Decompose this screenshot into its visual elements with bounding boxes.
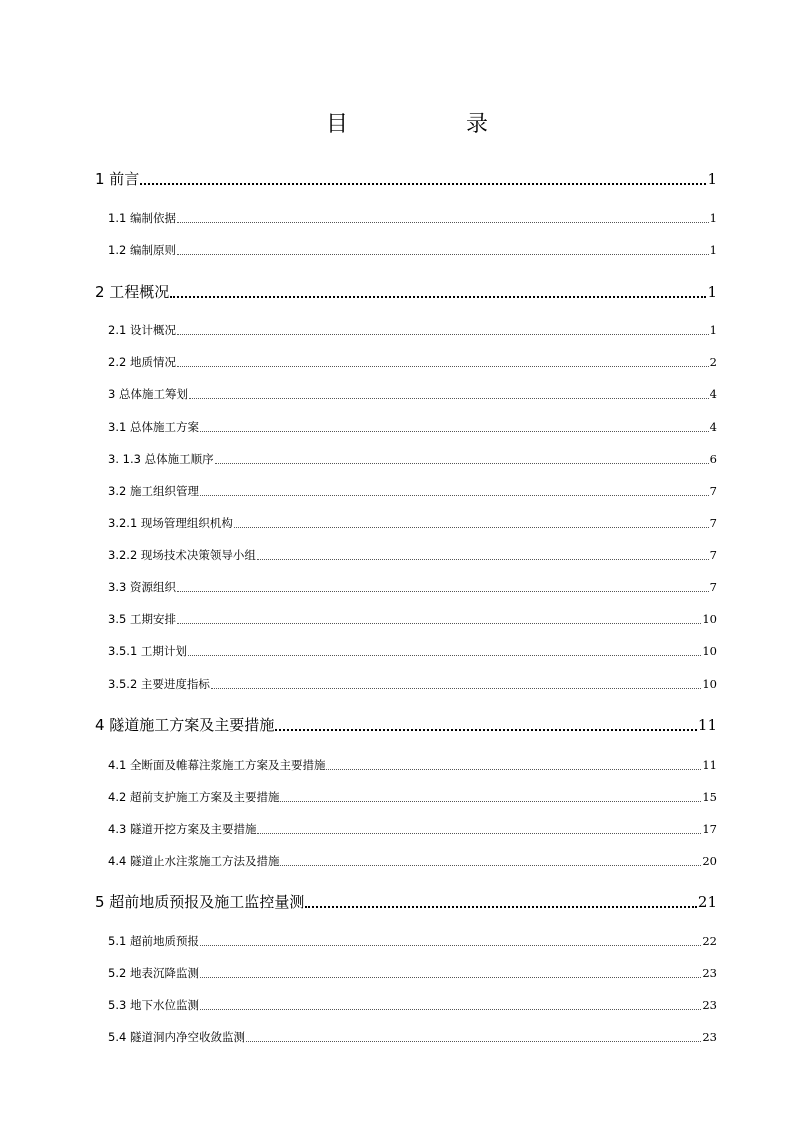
toc-entry-label: 2 工程概况 — [95, 283, 170, 301]
toc-entry-label: 3. 1.3 总体施工顺序 — [108, 452, 214, 466]
toc-dot-leader — [177, 321, 709, 339]
toc-dot-leader — [200, 996, 701, 1014]
toc-entry-label: 5.4 隧道洞内净空收敛监测 — [108, 1030, 245, 1044]
toc-entry-label: 3.2.1 现场管理组织机构 — [108, 516, 233, 530]
toc-entry-page-number: 7 — [709, 548, 717, 562]
toc-dot-leader — [170, 281, 706, 303]
toc-entry-page-number: 11 — [702, 758, 717, 772]
toc-entry-page-number: 7 — [709, 516, 717, 530]
toc-entry — [108, 321, 717, 339]
toc-entry-label: 5.3 地下水位监测 — [108, 998, 199, 1012]
toc-entry — [95, 281, 717, 303]
toc-entry-label: 2.2 地质情况 — [108, 355, 176, 369]
toc-dot-leader — [257, 546, 709, 564]
toc-dot-leader — [246, 1028, 701, 1046]
toc-entry — [108, 932, 717, 950]
toc-entry-label: 4.3 隧道开挖方案及主要措施 — [108, 822, 257, 836]
toc-entry-label: 1.2 编制原则 — [108, 243, 176, 257]
toc-dot-leader — [189, 385, 709, 403]
toc-entry — [108, 642, 717, 660]
toc-entry-page-number: 1 — [709, 323, 717, 337]
toc-title — [0, 108, 794, 142]
toc-dot-leader — [215, 450, 709, 468]
toc-dot-leader — [326, 756, 701, 774]
toc-entry — [108, 578, 717, 596]
toc-entry-label: 4.4 隧道止水注浆施工方法及措施 — [108, 854, 280, 868]
toc-entry-page-number: 10 — [702, 677, 717, 691]
toc-entry — [108, 852, 717, 870]
toc-dot-leader — [177, 578, 709, 596]
toc-entry-label: 5.1 超前地质预报 — [108, 934, 199, 948]
toc-title-char-1: 目 — [326, 112, 349, 137]
toc-entry-label: 3.5.1 工期计划 — [108, 644, 187, 658]
toc-dot-leader — [200, 964, 701, 982]
toc-entry-page-number: 23 — [702, 966, 717, 980]
toc-entry-page-number: 6 — [709, 452, 717, 466]
toc-entry-label: 3.2.2 现场技术决策领导小组 — [108, 548, 256, 562]
toc-entry — [108, 514, 717, 532]
toc-entry — [108, 482, 717, 500]
toc-entry-page-number: 2 — [709, 355, 717, 369]
toc-entry-label: 1.1 编制依据 — [108, 211, 176, 225]
toc-dot-leader — [188, 642, 701, 660]
toc-entry-page-number: 7 — [709, 580, 717, 594]
toc-entry-page-number: 1 — [709, 211, 717, 225]
toc-entry — [95, 714, 717, 736]
toc-entry-page-number: 1 — [707, 170, 717, 188]
toc-entry-label: 5.2 地表沉降监测 — [108, 966, 199, 980]
toc-entry — [108, 241, 717, 259]
toc-entry-page-number: 10 — [702, 644, 717, 658]
toc-entry-page-number: 1 — [709, 243, 717, 257]
toc-dot-leader — [200, 418, 709, 436]
toc-dot-leader — [200, 482, 709, 500]
toc-entry — [108, 1028, 717, 1046]
toc-entry-page-number: 20 — [702, 854, 717, 868]
toc-dot-leader — [280, 788, 701, 806]
toc-dot-leader — [177, 610, 701, 628]
toc-entry-label: 5 超前地质预报及施工监控量测 — [95, 893, 305, 911]
toc-entry — [108, 385, 717, 403]
toc-dot-leader — [305, 891, 697, 913]
toc-entry — [108, 418, 717, 436]
toc-entry — [95, 168, 717, 190]
toc-entry-label: 1 前言 — [95, 170, 140, 188]
toc-entry-label: 4.1 全断面及帷幕注浆施工方案及主要措施 — [108, 758, 326, 772]
toc-entry — [108, 964, 717, 982]
toc-entry — [108, 788, 717, 806]
toc-entry — [108, 820, 717, 838]
toc-entry-page-number: 10 — [702, 612, 717, 626]
toc-entry-page-number: 15 — [702, 790, 717, 804]
toc-entry — [108, 546, 717, 564]
toc-entry — [108, 450, 717, 468]
toc-title-char-2: 录 — [466, 112, 489, 137]
toc-dot-leader — [200, 932, 701, 950]
toc-entry-page-number: 23 — [702, 1030, 717, 1044]
toc-entry-page-number: 4 — [709, 387, 717, 401]
toc-entry — [108, 353, 717, 371]
toc-dot-leader — [280, 852, 701, 870]
toc-dot-leader — [140, 168, 706, 190]
toc-entry-label: 4.2 超前支护施工方案及主要措施 — [108, 790, 280, 804]
toc-dot-leader — [211, 675, 701, 693]
toc-entry-label: 3.1 总体施工方案 — [108, 420, 199, 434]
toc-entry-label: 3.5.2 主要进度指标 — [108, 677, 210, 691]
toc-entry-label: 2.1 设计概况 — [108, 323, 176, 337]
toc-entry-page-number: 21 — [697, 893, 717, 911]
toc-entry-page-number: 17 — [702, 822, 717, 836]
toc-dot-leader — [234, 514, 709, 532]
toc-entry-page-number: 22 — [702, 934, 717, 948]
toc-dot-leader — [177, 353, 709, 371]
toc-entry-label: 3.2 施工组织管理 — [108, 484, 199, 498]
toc-entry — [108, 675, 717, 693]
toc-entry-label: 3.5 工期安排 — [108, 612, 176, 626]
toc-entry-page-number: 1 — [707, 283, 717, 301]
toc-entry-label: 3 总体施工筹划 — [108, 387, 188, 401]
toc-entry-page-number: 11 — [697, 716, 717, 734]
toc-entry — [108, 756, 717, 774]
toc-entry — [108, 209, 717, 227]
toc-dot-leader — [257, 820, 701, 838]
toc-dot-leader — [177, 241, 709, 259]
toc-entry-label: 4 隧道施工方案及主要措施 — [95, 716, 275, 734]
toc-dot-leader — [275, 714, 697, 736]
toc-entry — [108, 996, 717, 1014]
toc-entry — [108, 610, 717, 628]
toc-entry-page-number: 23 — [702, 998, 717, 1012]
toc-entry-label: 3.3 资源组织 — [108, 580, 176, 594]
toc-entry — [95, 891, 717, 913]
toc-dot-leader — [177, 209, 709, 227]
toc-entry-page-number: 4 — [709, 420, 717, 434]
toc-entry-page-number: 7 — [709, 484, 717, 498]
